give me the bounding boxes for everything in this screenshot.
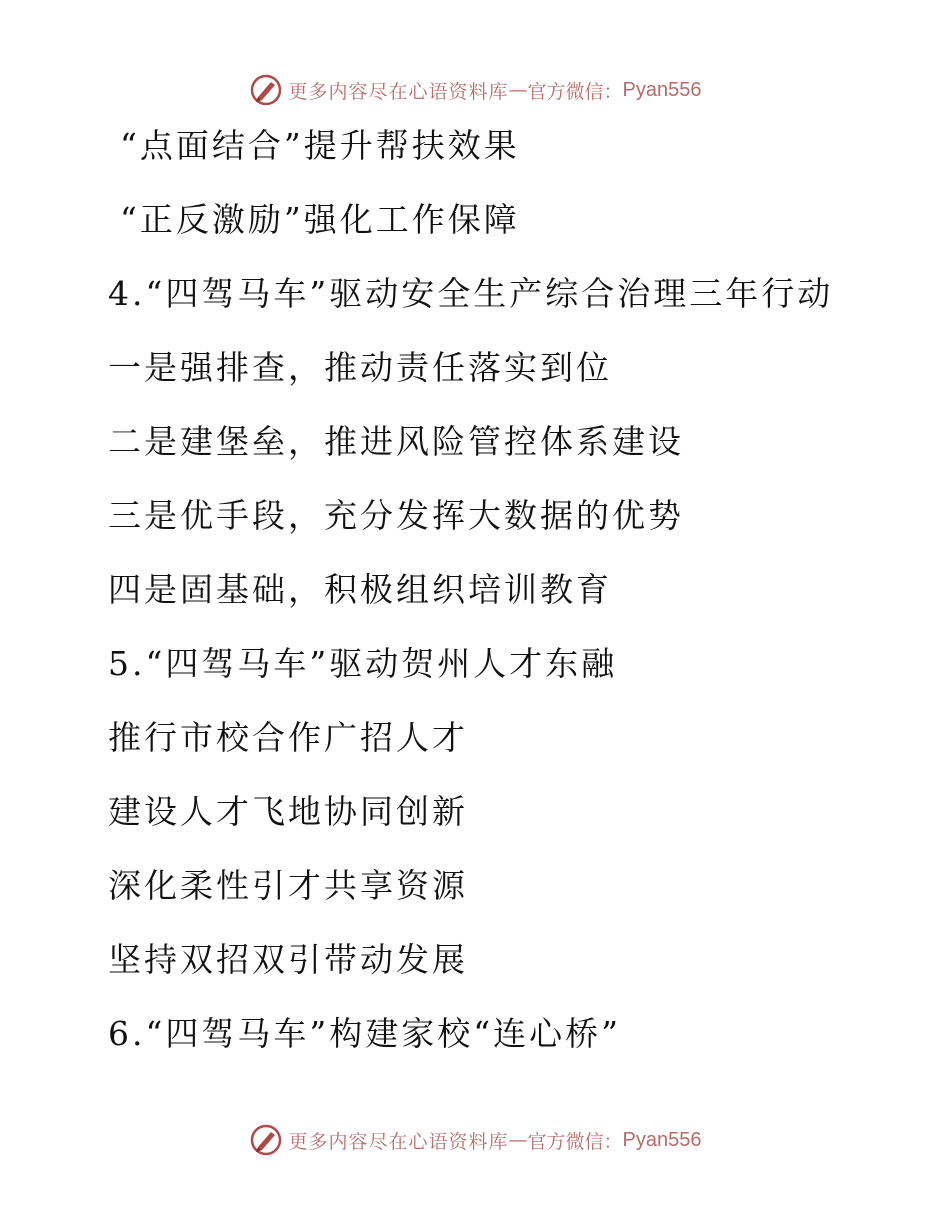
text-line: 二是建堡垒，推进风险管控体系建设 [108,422,684,461]
text-line: 一是强排查，推动责任落实到位 [108,348,612,387]
footer-watermark [0,1120,950,1160]
pen-seal-logo-icon [249,1123,283,1157]
text-line: “点面结合”提升帮扶效果 [120,126,520,165]
text-line: 四是固基础，积极组织培训教育 [108,570,612,609]
watermark-separator: — [508,79,528,101]
watermark-separator: — [508,1129,528,1151]
section-heading: 5.“四驾马车”驱动贺州人才东融 [108,644,618,683]
watermark-text: 更多内容尽在心语资料库 [288,80,509,103]
watermark-wechat-id: Pyan556 [622,78,702,101]
pen-seal-logo-icon [249,73,283,107]
section-heading: 6.“四驾马车”构建家校“连心桥” [108,1014,621,1053]
text-line: 推行市校合作广招人才 [108,718,468,757]
text-line: 建设人才飞地协同创新 [108,792,468,831]
text-line: 坚持双招双引带动发展 [108,940,468,979]
header-watermark [0,70,950,110]
watermark-label: 官方微信： [527,1130,623,1153]
watermark-text: 更多内容尽在心语资料库 [288,1130,509,1153]
text-line: “正反激励”强化工作保障 [120,200,520,239]
section-heading: 4.“四驾马车”驱动安全生产综合治理三年行动 [108,274,834,313]
text-line: 深化柔性引才共享资源 [108,866,468,905]
watermark-label: 官方微信： [527,80,623,103]
watermark-wechat-id: Pyan556 [622,1128,702,1151]
text-line: 三是优手段，充分发挥大数据的优势 [108,496,684,535]
